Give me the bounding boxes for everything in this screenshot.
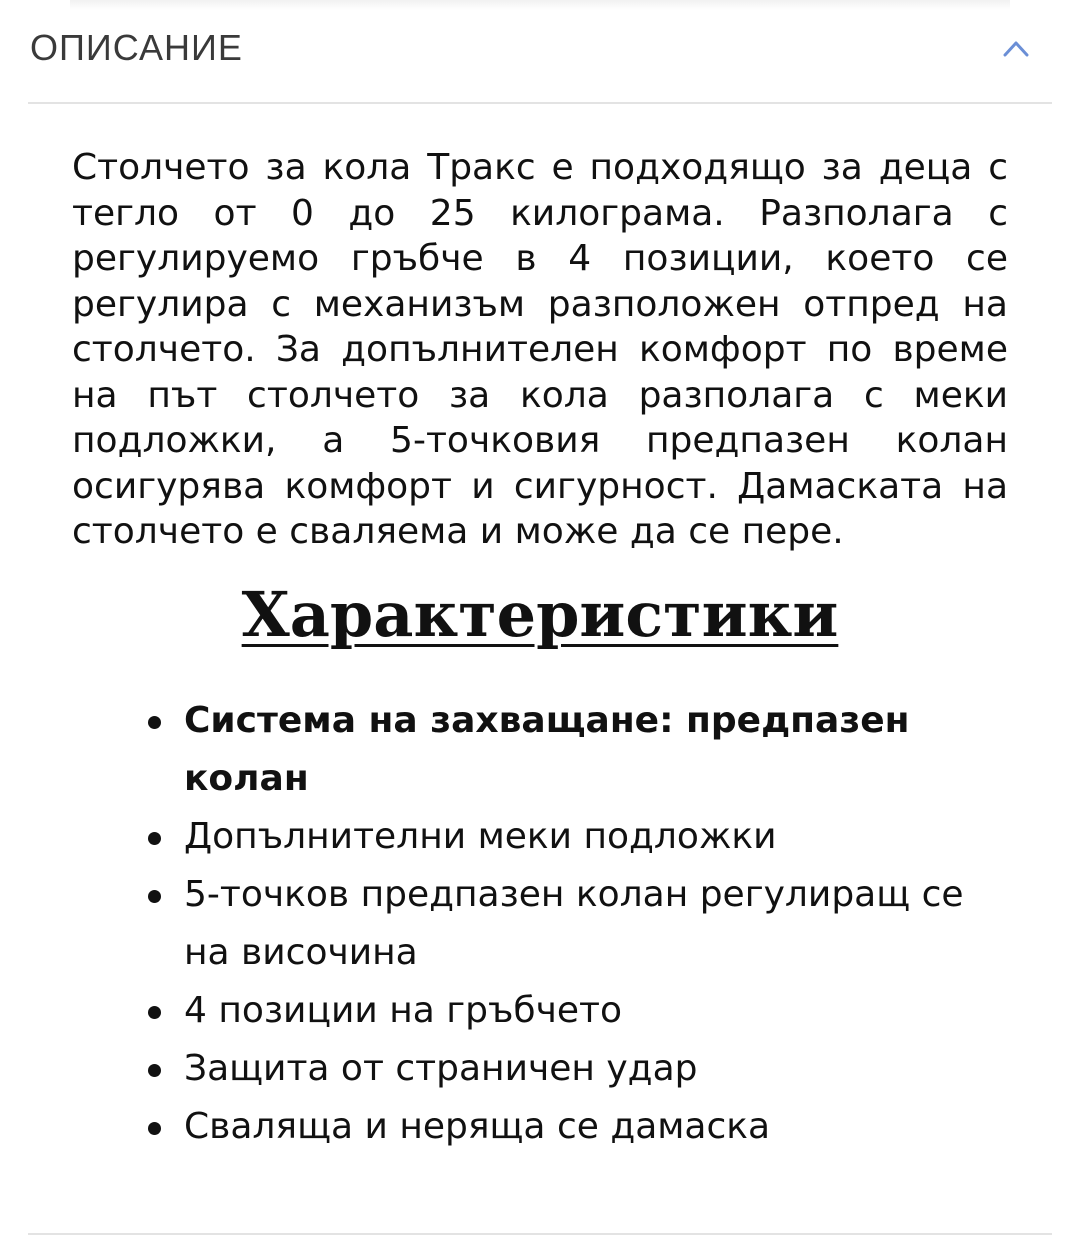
bottom-divider (28, 1233, 1052, 1235)
list-item (184, 1040, 984, 1098)
characteristics-heading: Характеристики (241, 578, 839, 651)
description-accordion-header[interactable] (28, 0, 1052, 104)
bullet (148, 1064, 161, 1077)
bullet (148, 1122, 161, 1135)
bullet (148, 890, 161, 903)
bullet (148, 832, 161, 845)
list-item (184, 808, 984, 866)
list-item (184, 866, 984, 982)
list-item (184, 1098, 984, 1156)
list-item-text: Допълнителни меки подложки (184, 816, 777, 857)
list-item (184, 692, 984, 808)
list-item-text: 4 позиции на гръбчето (184, 990, 623, 1031)
list-item-text: Система на захващане: предпазен колан (184, 700, 910, 799)
bullet (148, 716, 161, 729)
list-item-text: Сваляща и неряща се дамаска (184, 1106, 771, 1147)
chevron-up-icon[interactable] (1002, 38, 1030, 58)
list-item (184, 982, 984, 1040)
list-item-text: 5-точков предпазен колан регулиращ се на височина (184, 874, 964, 973)
characteristics-list (184, 692, 984, 1156)
bullet (148, 1006, 161, 1019)
description-text: Столчето за кола Тракс е подходящо за деца с тегло от 0 до 25 килограма. Разполага с регулируемо гръбче в 4 позиции, което се регулира с механизъм разположен отпред на столчето. За допълнителен комфорт по време на път столчето за кола разполага с меки подложки, а 5-точковия предпазен колан осигурява комфорт и сигурност. Дамаската на столчето е сваляема и може да се пере. (72, 147, 1008, 552)
list-item-text: Защита от страничен удар (184, 1048, 698, 1089)
section-title: ОПИСАНИЕ (30, 27, 243, 68)
